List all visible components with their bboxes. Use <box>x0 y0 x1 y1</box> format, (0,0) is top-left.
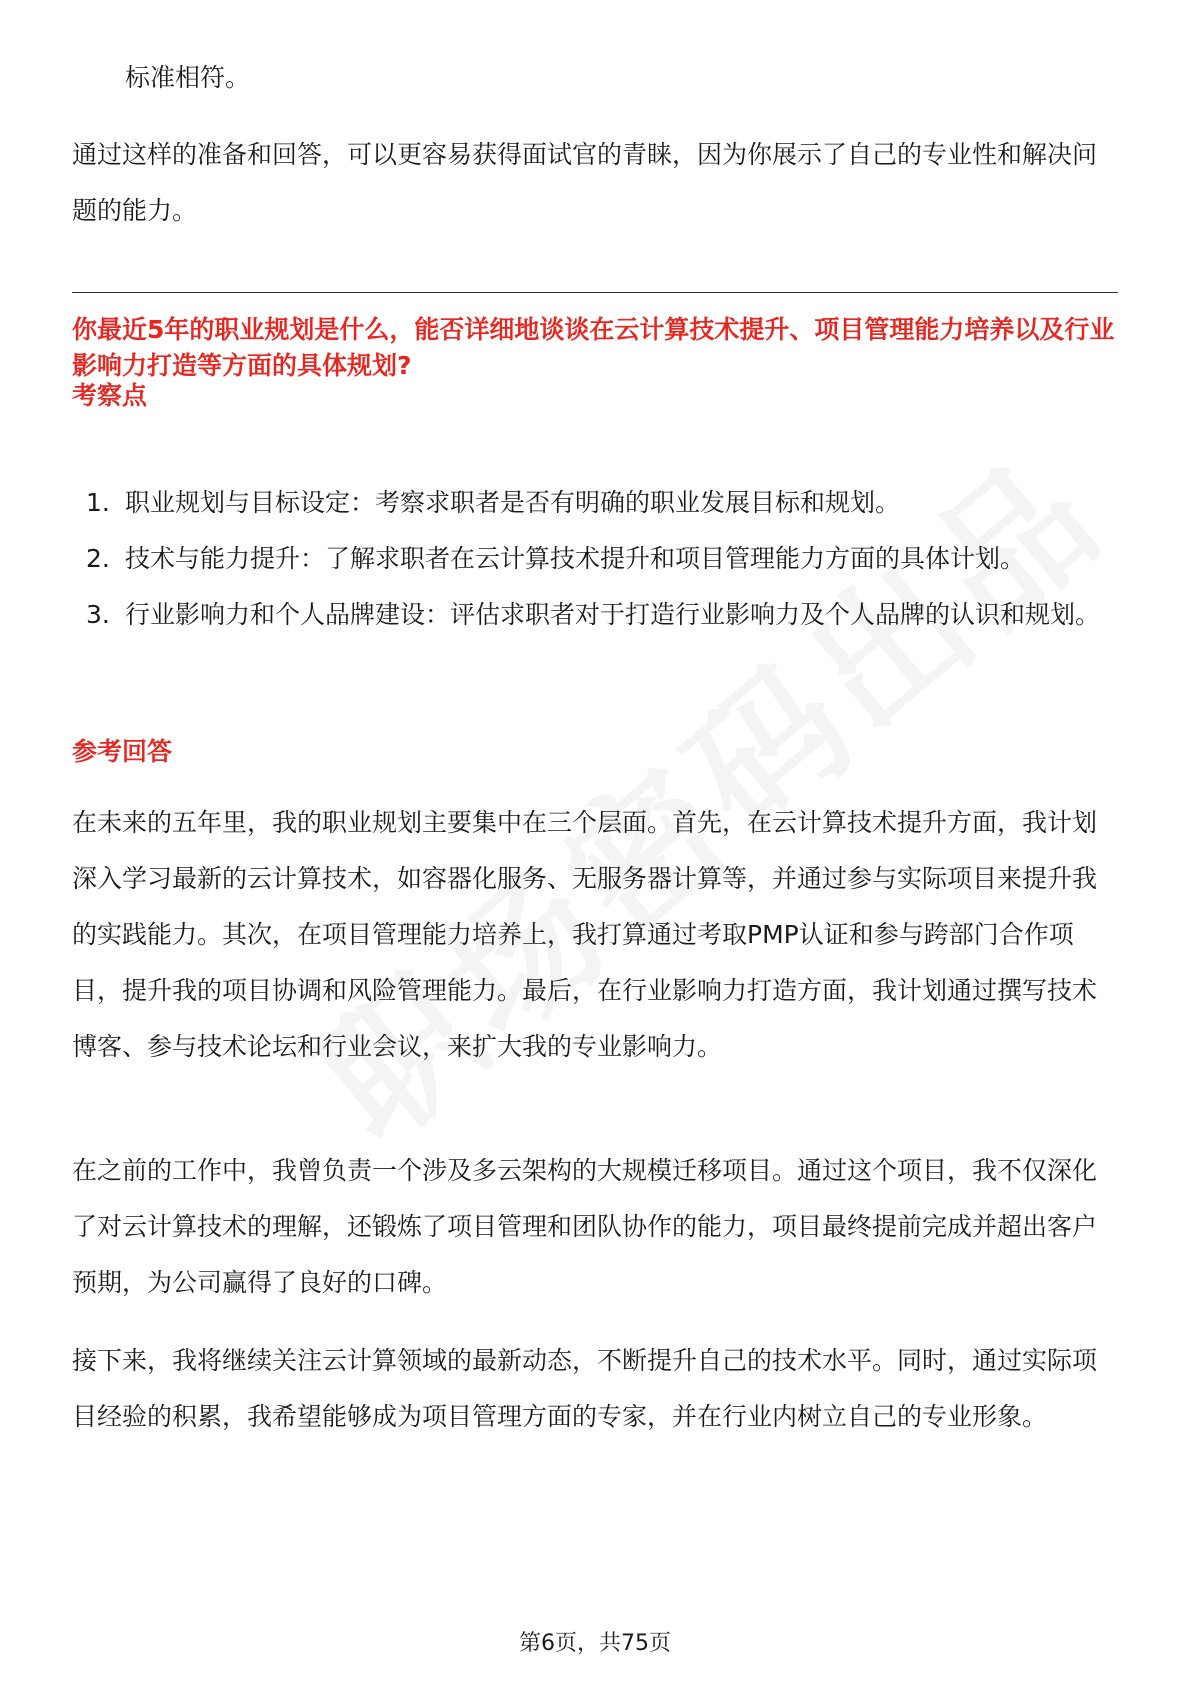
list-item <box>72 531 1118 587</box>
points-title: 考察点 <box>72 381 148 410</box>
intro-paragraph: 通过这样的准备和回答，可以更容易获得面试官的青睐，因为你展示了自己的专业性和解决问题的能力。 <box>72 140 1098 225</box>
list-item-text: 职业规划与目标设定：考察求职者是否有明确的职业发展目标和规划。 <box>125 488 901 517</box>
page-footer: 第6页，共75页 <box>519 1631 671 1656</box>
list-item <box>72 587 1118 643</box>
list-item <box>72 475 1118 531</box>
question-heading: 你最近5年的职业规划是什么，能否详细地谈谈在云计算技术提升、项目管理能力培养以及行业影响力打造等方面的具体规划? <box>72 315 1115 380</box>
answer-paragraph-1: 在未来的五年里，我的职业规划主要集中在三个层面。首先，在云计算技术提升方面，我计划深入学习最新的云计算技术，如容器化服务、无服务器计算等，并通过参与实际项目来提升我的实践能力。其次，在项目管理能力培养上，我打算通过考取PMP认证和参与跨部门合作项目，提升我的项目协调和风险管理能力。最后，在行业影响力打造方面，我计划通过撰写技术博客、参与技术论坛和行业会议，来扩大我的专业影响力。 <box>72 808 1098 1061</box>
list-number: 1. <box>86 488 110 517</box>
list-number: 2. <box>86 544 110 573</box>
list-number: 3. <box>86 600 110 629</box>
list-item-text: 行业影响力和个人品牌建设：评估求职者对于打造行业影响力及个人品牌的认识和规划。 <box>125 600 1101 629</box>
list-item-text: 技术与能力提升：了解求职者在云计算技术提升和项目管理能力方面的具体计划。 <box>125 544 1026 573</box>
answer-paragraph-2: 在之前的工作中，我曾负责一个涉及多云架构的大规模迁移项目。通过这个项目，我不仅深化了对云计算技术的理解，还锻炼了项目管理和团队协作的能力，项目最终提前完成并超出客户预期，为公司赢得了良好的口碑。 <box>72 1156 1098 1297</box>
answer-title: 参考回答 <box>72 737 173 766</box>
points-list <box>72 475 1118 643</box>
answer-paragraph-3: 接下来，我将继续关注云计算领域的最新动态，不断提升自己的技术水平。同时，通过实际项目经验的积累，我希望能够成为项目管理方面的专家，并在行业内树立自己的专业形象。 <box>72 1346 1098 1431</box>
section-divider <box>72 292 1118 293</box>
continuation-text: 标准相符。 <box>125 63 251 92</box>
